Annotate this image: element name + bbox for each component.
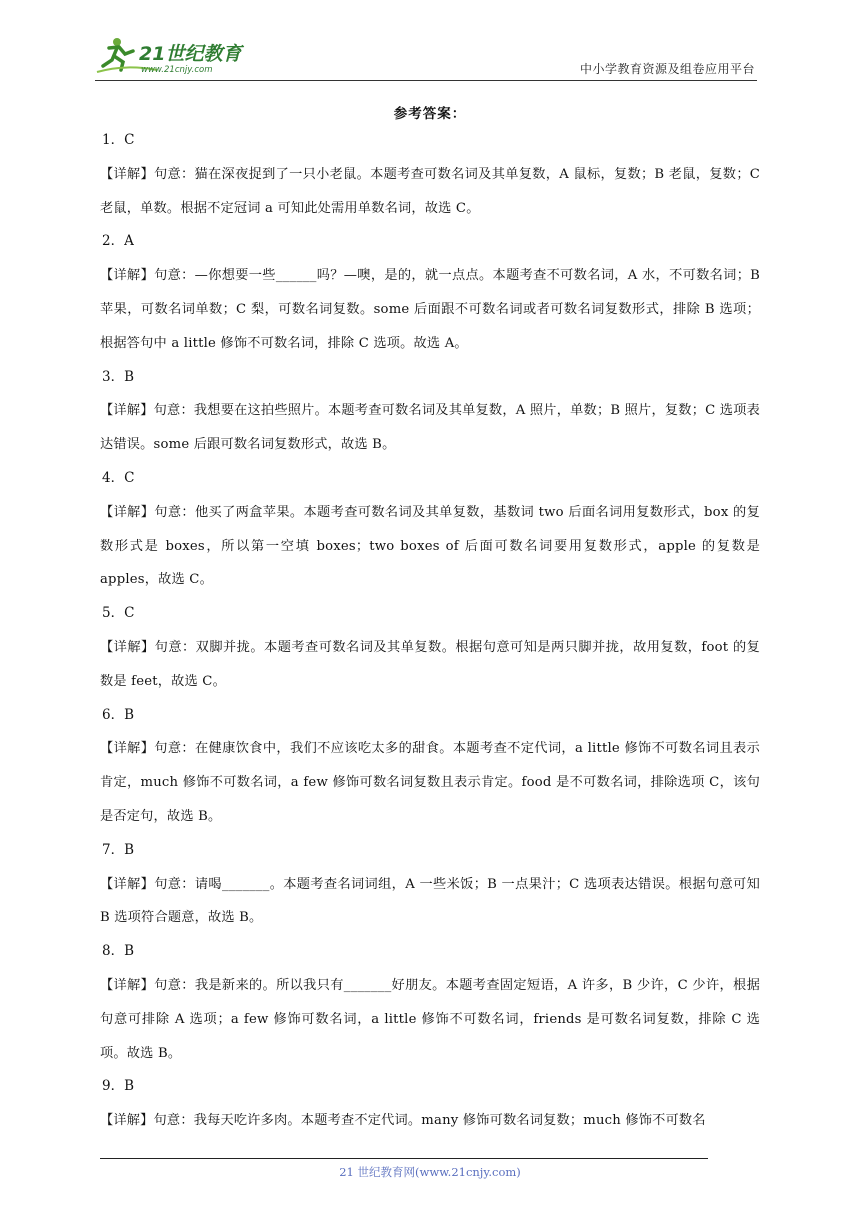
running-man-logo-icon — [95, 36, 265, 76]
svg-text:21世纪教育: 21世纪教育 — [139, 43, 242, 65]
footer-link[interactable]: 21 世纪教育网(www.21cnjy.com) — [339, 1165, 521, 1179]
answer-detail: 【详解】句意：—你想要一些______吗？—噢，是的，就一点点。本题考查不可数名词，A 水，不可数名词；B 苹果，可数名词单数；C 梨，可数名词复数。some 后面跟不可数名词或者可数名词复数形式，排除 B 选项；根据答句中 a little 修饰不可数名词，排除 C 选项。故选 A。 — [100, 268, 760, 351]
answer-detail: 【详解】句意：请喝_______。本题考查名词词组，A 一些米饭；B 一点果汁；C 选项表达错误。根据句意可知 B 选项符合题意，故选 B。 — [100, 876, 760, 926]
platform-name: 中小学教育资源及组卷应用平台 — [579, 62, 755, 76]
answer-list — [100, 124, 760, 1138]
answer-detail: 【详解】句意：双脚并拢。本题考查可数名词及其单复数。根据句意可知是两只脚并拢，故用复数，foot 的复数是 feet，故选 C。 — [100, 639, 760, 689]
answer-detail: 【详解】句意：在健康饮食中，我们不应该吃太多的甜食。本题考查不定代词，a little 修饰不可数名词且表示肯定，much 修饰不可数名词，a few 修饰可数名词复数且表示肯定。food 是不可数名词，排除选项 C，该句是否定句，故选 B。 — [100, 741, 760, 824]
answer-key-title: 参考答案： — [393, 106, 467, 122]
answer-number: 3．B — [102, 368, 135, 385]
answer-number: 6．B — [102, 706, 135, 723]
answer-detail: 【详解】句意：他买了两盒苹果。本题考查可数名词及其单复数，基数词 two 后面名词用复数形式，box 的复数形式是 boxes，所以第一空填 boxes；two boxes of 后面可数名词要用复数形式，apple 的复数是 apples，故选 C。 — [100, 504, 760, 588]
answer-number: 9．B — [102, 1078, 135, 1095]
page-header — [95, 30, 757, 81]
answer-detail: 【详解】句意：我是新来的。所以我只有_______好朋友。本题考查固定短语，A 许多，B 少许，C 少许，根据句意可排除 A 选项；a few 修饰可数名词，a little 修饰不可数名词，friends 是可数名词复数，排除 C 选项。故选 B。 — [100, 977, 760, 1061]
answer-number: 8．B — [102, 943, 135, 960]
footer-divider — [100, 1158, 708, 1159]
answer-number: 2．A — [102, 233, 134, 250]
logo — [95, 36, 265, 76]
answer-detail: 【详解】句意：我想要在这拍些照片。本题考查可数名词及其单复数，A 照片，单数；B 照片，复数；C 选项表达错误。some 后跟可数名词复数形式，故选 B。 — [100, 403, 760, 453]
answer-number: 5．C — [102, 605, 135, 622]
answer-number: 1．C — [102, 132, 135, 148]
answer-number: 4．C — [102, 469, 135, 486]
answer-number: 7．B — [102, 841, 135, 858]
svg-text:www.21cnjy.com: www.21cnjy.com — [141, 65, 213, 75]
answer-detail: 【详解】句意：我每天吃许多肉。本题考查不定代词。many 修饰可数名词复数；much 修饰不可数名 — [100, 1113, 706, 1129]
answer-detail: 【详解】句意：猫在深夜捉到了一只小老鼠。本题考查可数名词及其单复数，A 鼠标，复数；B 老鼠，复数；C 老鼠，单数。根据不定冠词 a 可知此处需用单数名词，故选 C。 — [100, 166, 760, 216]
